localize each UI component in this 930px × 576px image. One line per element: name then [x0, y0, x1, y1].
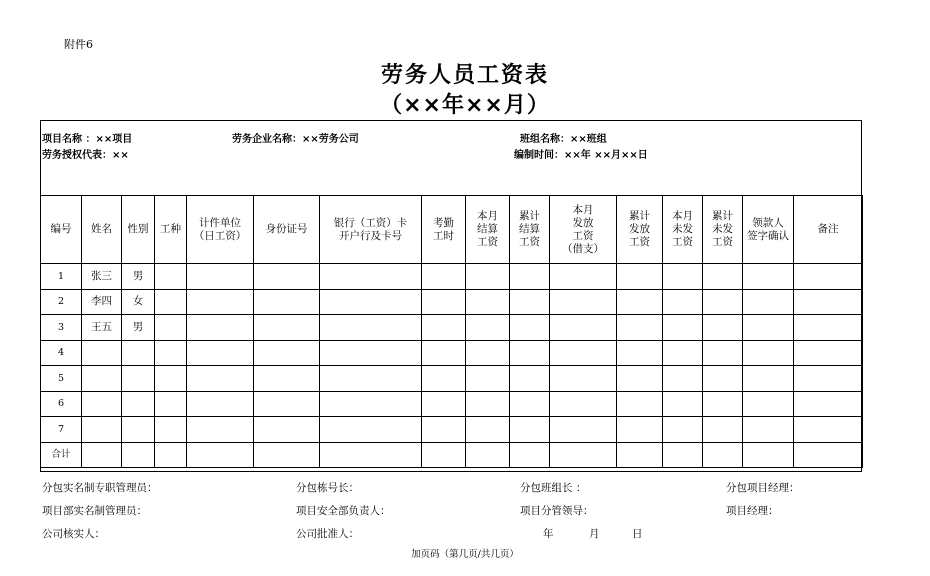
row-number-cell: 7	[41, 417, 82, 443]
table-cell	[663, 442, 703, 468]
table-cell	[510, 340, 550, 366]
column-header	[510, 196, 550, 264]
table-cell	[550, 417, 617, 443]
table-row	[41, 315, 863, 341]
table-cell	[703, 366, 743, 392]
gender-cell: 女	[122, 289, 155, 315]
table-cell	[254, 366, 320, 392]
table-cell	[743, 442, 794, 468]
table-cell	[703, 417, 743, 443]
table-cell	[663, 289, 703, 315]
wage-table	[40, 195, 863, 468]
row-number-cell: 4	[41, 340, 82, 366]
table-cell	[422, 315, 466, 341]
table-cell	[617, 442, 663, 468]
column-header-line: 姓名	[91, 223, 112, 235]
table-cell	[617, 340, 663, 366]
table-cell	[155, 366, 187, 392]
table-cell	[550, 442, 617, 468]
name-cell	[82, 340, 122, 366]
table-cell	[320, 315, 422, 341]
column-header-line: 银行（工资）卡	[333, 216, 408, 229]
table-cell	[466, 417, 510, 443]
table-cell	[466, 391, 510, 417]
table-cell	[703, 391, 743, 417]
column-header	[794, 196, 863, 264]
name-cell	[82, 366, 122, 392]
table-cell	[422, 391, 466, 417]
table-cell	[743, 315, 794, 341]
table-cell	[743, 340, 794, 366]
footer-sub-building-leader: 分包栋号长：	[296, 482, 359, 494]
table-cell	[794, 264, 863, 290]
table-cell	[743, 366, 794, 392]
table-cell	[550, 264, 617, 290]
table-row	[41, 289, 863, 315]
table-cell	[510, 366, 550, 392]
column-header-line: 结算	[519, 223, 540, 235]
column-header	[320, 196, 422, 264]
column-header-line: 工种	[160, 223, 181, 235]
column-header-line: 未发	[672, 223, 693, 235]
table-cell	[422, 264, 466, 290]
column-header-line: 结算	[477, 223, 498, 235]
table-cell	[254, 340, 320, 366]
row-number-cell: 1	[41, 264, 82, 290]
column-header-line: 考勤	[433, 216, 454, 229]
page-code: 加页码（第几页/共几页）	[411, 549, 519, 560]
column-header-line: 性别	[127, 223, 149, 235]
column-header	[187, 196, 254, 264]
table-cell	[510, 417, 550, 443]
table-cell	[254, 391, 320, 417]
table-cell	[550, 366, 617, 392]
column-header-line: 工资	[629, 236, 650, 248]
footer-company-verifier: 公司核实人：	[42, 528, 105, 540]
name-cell: 王五	[82, 315, 122, 341]
table-cell	[743, 289, 794, 315]
column-header-line: 备注	[817, 223, 839, 235]
column-header-line: 累计	[519, 210, 540, 222]
gender-cell	[122, 442, 155, 468]
table-cell	[320, 289, 422, 315]
column-header-line: 工时	[433, 229, 454, 242]
name-cell: 张三	[82, 264, 122, 290]
column-header-line: 计件单位	[199, 216, 241, 229]
column-header	[743, 196, 794, 264]
table-cell	[617, 417, 663, 443]
table-row	[41, 264, 863, 290]
column-header-line: （日工资）	[193, 229, 247, 242]
table-row	[41, 417, 863, 443]
table-cell	[155, 340, 187, 366]
row-number-cell: 3	[41, 315, 82, 341]
table-cell	[466, 366, 510, 392]
table-cell	[466, 289, 510, 315]
gender-cell	[122, 366, 155, 392]
footer-date-day: 日	[632, 528, 643, 540]
column-header-line: 发放	[629, 223, 650, 235]
column-header-line: 累计	[712, 210, 733, 222]
name-cell	[82, 391, 122, 417]
name-cell: 李四	[82, 289, 122, 315]
info-project-name: 项目名称 ：××项目	[42, 134, 133, 145]
table-cell	[155, 289, 187, 315]
column-header-line: 工资	[519, 236, 540, 248]
table-cell	[466, 340, 510, 366]
table-cell	[663, 315, 703, 341]
table-cell	[794, 366, 863, 392]
table-cell	[703, 264, 743, 290]
table-cell	[187, 366, 254, 392]
footer-sub-realname-admin: 分包实名制专职管理员：	[42, 482, 158, 494]
name-cell	[82, 417, 122, 443]
column-header-line: 签字确认	[747, 229, 789, 242]
footer-proj-safety-head: 项目安全部负责人：	[296, 505, 391, 517]
table-cell	[550, 391, 617, 417]
table-cell	[254, 417, 320, 443]
column-header-line: 领款人	[752, 216, 784, 229]
table-cell	[663, 366, 703, 392]
table-cell	[254, 264, 320, 290]
table-cell	[254, 315, 320, 341]
column-header-line: 工资	[477, 236, 498, 248]
table-cell	[320, 366, 422, 392]
table-cell	[320, 264, 422, 290]
gender-cell: 男	[122, 264, 155, 290]
footer-proj-realname-admin: 项目部实名制管理员：	[42, 505, 147, 517]
table-cell	[422, 442, 466, 468]
column-header	[155, 196, 187, 264]
column-header-line: 本月	[672, 210, 693, 222]
table-cell	[663, 391, 703, 417]
column-header-line: 身份证号	[265, 223, 308, 235]
table-cell	[617, 264, 663, 290]
column-header-line: 工资	[712, 236, 733, 248]
table-cell	[254, 442, 320, 468]
column-header	[703, 196, 743, 264]
table-row	[41, 391, 863, 417]
table-cell	[422, 340, 466, 366]
table-cell	[743, 264, 794, 290]
table-cell	[794, 442, 863, 468]
table-cell	[187, 391, 254, 417]
table-cell	[617, 366, 663, 392]
column-header-line: 编号	[50, 223, 72, 235]
gender-cell	[122, 340, 155, 366]
column-header	[663, 196, 703, 264]
column-header-line: 本月	[477, 210, 498, 222]
column-header-line: 本月	[572, 203, 594, 216]
table-cell	[155, 442, 187, 468]
info-authorized-rep: 劳务授权代表：××	[42, 150, 129, 161]
table-cell	[663, 417, 703, 443]
table-cell	[703, 442, 743, 468]
footer-sub-team-leader: 分包班组长 ：	[520, 482, 587, 494]
column-header	[550, 196, 617, 264]
table-cell	[155, 264, 187, 290]
footer-date-month: 月	[589, 528, 600, 540]
table-cell	[320, 442, 422, 468]
column-header-line: 发放	[572, 216, 594, 229]
table-cell	[794, 391, 863, 417]
table-cell	[510, 289, 550, 315]
table-cell	[550, 289, 617, 315]
name-cell	[82, 442, 122, 468]
document-title: 劳务人员工资表	[380, 63, 549, 88]
table-cell	[155, 391, 187, 417]
info-company-name: 劳务企业名称：××劳务公司	[232, 134, 359, 145]
table-cell	[510, 442, 550, 468]
table-cell	[187, 340, 254, 366]
table-cell	[794, 289, 863, 315]
column-header-line: 开户行及卡号	[339, 229, 402, 242]
table-cell	[422, 366, 466, 392]
table-cell	[794, 340, 863, 366]
table-cell	[466, 442, 510, 468]
column-header-line: 未发	[712, 223, 733, 235]
table-cell	[743, 417, 794, 443]
table-cell	[794, 315, 863, 341]
table-cell	[663, 264, 703, 290]
table-cell	[320, 340, 422, 366]
column-header	[122, 196, 155, 264]
column-header-line: 累计	[629, 210, 650, 222]
column-header-line: 工资	[572, 229, 594, 242]
row-number-cell: 6	[41, 391, 82, 417]
table-cell	[187, 442, 254, 468]
table-cell	[510, 315, 550, 341]
table-cell	[510, 264, 550, 290]
column-header	[41, 196, 82, 264]
table-cell	[703, 340, 743, 366]
info-team-name: 班组名称：××班组	[520, 134, 607, 145]
table-cell	[703, 289, 743, 315]
table-cell	[422, 289, 466, 315]
table-cell	[550, 340, 617, 366]
gender-cell	[122, 417, 155, 443]
table-row	[41, 366, 863, 392]
table-cell	[794, 417, 863, 443]
table-cell	[254, 289, 320, 315]
footer-proj-manager-leader: 项目分管领导：	[520, 505, 594, 517]
table-cell	[617, 315, 663, 341]
footer-company-approver: 公司批准人：	[296, 528, 359, 540]
column-header	[617, 196, 663, 264]
footer-sub-project-manager: 分包项目经理：	[726, 482, 800, 494]
table-cell	[187, 417, 254, 443]
table-cell	[466, 315, 510, 341]
table-cell	[187, 264, 254, 290]
column-header-line: 工资	[672, 236, 693, 248]
table-row	[41, 442, 863, 468]
footer-project-manager: 项目经理：	[726, 505, 779, 517]
table-row	[41, 340, 863, 366]
column-header	[466, 196, 510, 264]
table-header-row	[41, 196, 863, 264]
attachment-label: 附件6	[64, 38, 93, 51]
table-cell	[663, 340, 703, 366]
column-header	[254, 196, 320, 264]
info-prepared-time: 编制时间：××年 ××月××日	[514, 150, 648, 161]
table-cell	[617, 289, 663, 315]
column-header-line: （借支）	[562, 242, 604, 255]
gender-cell	[122, 391, 155, 417]
footer-date-year: 年	[543, 528, 554, 540]
table-cell	[320, 391, 422, 417]
column-header	[422, 196, 466, 264]
column-header	[82, 196, 122, 264]
row-number-cell: 合计	[41, 442, 82, 468]
table-cell	[155, 315, 187, 341]
table-cell	[550, 315, 617, 341]
table-cell	[155, 417, 187, 443]
row-number-cell: 5	[41, 366, 82, 392]
gender-cell: 男	[122, 315, 155, 341]
table-cell	[743, 391, 794, 417]
table-cell	[187, 289, 254, 315]
table-cell	[422, 417, 466, 443]
table-cell	[187, 315, 254, 341]
table-cell	[320, 417, 422, 443]
table-cell	[466, 264, 510, 290]
table-cell	[510, 391, 550, 417]
table-cell	[703, 315, 743, 341]
table-cell	[617, 391, 663, 417]
document-period: （××年××月）	[380, 93, 550, 118]
row-number-cell: 2	[41, 289, 82, 315]
